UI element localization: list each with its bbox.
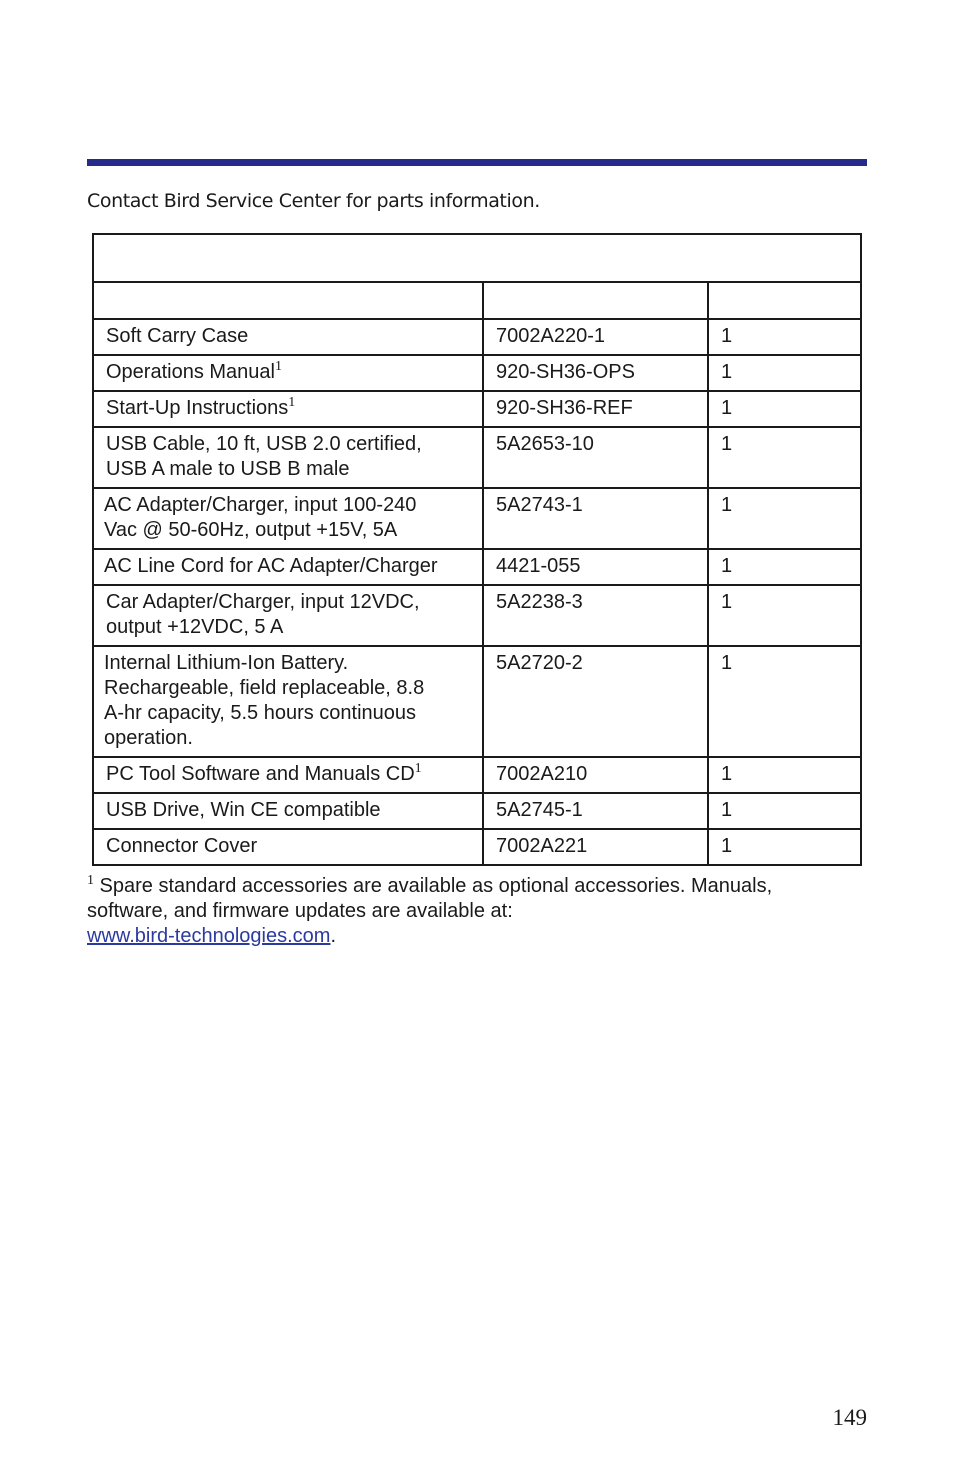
table-row: [93, 793, 861, 829]
item-cell: Soft Carry Case: [93, 319, 483, 355]
table-row: [93, 549, 861, 585]
website-link[interactable]: www.bird-technologies.com: [87, 925, 331, 947]
item-cell: Connector Cover: [93, 829, 483, 865]
footnote: [87, 874, 857, 949]
item-cell: Start-Up Instructions$^1$: [93, 391, 483, 427]
footnote-end: .: [330, 925, 336, 947]
footnote-line-1: Spare standard accessories are available as optional accessories. Manuals,: [94, 875, 773, 897]
part-number-cell: 5A2743-1: [483, 488, 708, 549]
table-row: [93, 488, 861, 549]
header-part-number: [483, 282, 708, 319]
item-cell: PC Tool Software and Manuals $CD^1$: [93, 757, 483, 793]
table-title: [93, 234, 861, 282]
part-number-cell: 5A2720-2: [483, 646, 708, 757]
footnote-ref: 1: [274, 359, 282, 374]
item-cell: Car Adapter/Charger, input 12VDC, output +12VDC, 5 A: [93, 585, 483, 646]
quantity-cell: 1: [708, 427, 861, 488]
quantity-cell: 1: [708, 488, 861, 549]
item-cell: USB Drive, Win CE compatible: [93, 793, 483, 829]
quantity-cell: 1: [708, 391, 861, 427]
item-cell: Operations Manual$^1$: [93, 355, 483, 391]
table-row: [93, 427, 861, 488]
quantity-cell: 1: [708, 549, 861, 585]
footnote-ref: 1: [414, 761, 422, 776]
table-row: [93, 829, 861, 865]
header-rule: [87, 159, 867, 166]
part-number-cell: 5A2653-10: [483, 427, 708, 488]
part-number-cell: 7002A220-1: [483, 319, 708, 355]
quantity-cell: 1: [708, 829, 861, 865]
part-number-cell: 920-SH36-OPS: [483, 355, 708, 391]
table-row: [93, 646, 861, 757]
part-number-cell: 920-SH36-REF: [483, 391, 708, 427]
item-cell: Internal Lithium-Ion Battery. Rechargeable, field replaceable, 8.8 A-hr capacity, 5.5 hours continuous operation.: [93, 646, 483, 757]
part-number-cell: 7002A221: [483, 829, 708, 865]
table-row: [93, 585, 861, 646]
header-quantity: [708, 282, 861, 319]
intro-text: Contact Bird Service Center for parts information.: [87, 190, 540, 212]
footnote-ref: 1: [288, 395, 296, 410]
part-number-cell: 7002A210: [483, 757, 708, 793]
table-row: [93, 355, 861, 391]
quantity-cell: 1: [708, 355, 861, 391]
footnote-marker: 1: [87, 873, 94, 888]
table-title-row: [93, 234, 861, 282]
parts-table: [92, 233, 862, 866]
quantity-cell: 1: [708, 793, 861, 829]
item-cell: USB Cable, 10 ft, USB 2.0 certified, USB A male to USB B male: [93, 427, 483, 488]
header-item: [93, 282, 483, 319]
item-cell: AC Line Cord for AC Adapter/Charger: [93, 549, 483, 585]
table-row: [93, 391, 861, 427]
page-number: 149: [832, 1405, 867, 1430]
footnote-line-2: software, and firmware updates are available at:: [87, 900, 513, 922]
quantity-cell: 1: [708, 585, 861, 646]
table-row: [93, 757, 861, 793]
table-row: [93, 319, 861, 355]
item-cell: AC Adapter/Charger, input 100-240 Vac @ 50-60Hz, output +15V, 5A: [93, 488, 483, 549]
quantity-cell: 1: [708, 646, 861, 757]
part-number-cell: 5A2238-3: [483, 585, 708, 646]
part-number-cell: 4421-055: [483, 549, 708, 585]
quantity-cell: 1: [708, 319, 861, 355]
quantity-cell: 1: [708, 757, 861, 793]
table-header-row: [93, 282, 861, 319]
part-number-cell: 5A2745-1: [483, 793, 708, 829]
